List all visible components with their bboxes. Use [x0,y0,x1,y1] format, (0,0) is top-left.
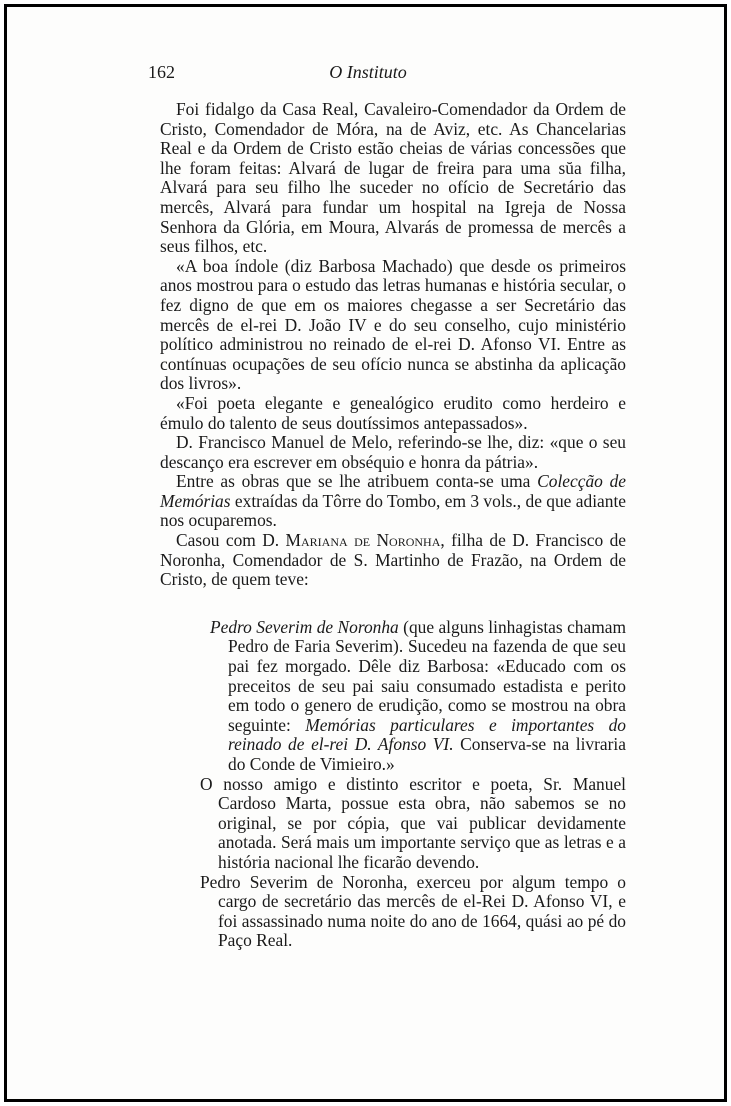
entry-main [210,616,627,775]
section-gap [160,590,626,618]
page-number: 162 [148,62,175,82]
entry-text-b: Conserva-se na livraria do Conde de Vimieiro.» [228,734,626,774]
entry-work-title: Memórias particulares e importantes do reinado de el-rei D. Afonso VI. [228,714,627,755]
paragraph-2: «A boa índole (diz Barbosa Machado) que desde os primeiros anos mostrou para o estudo das letras humanas e história secular, o fez digno de que em os maiores chegasse a ser Secretário das mercês de el-rei D. João IV e do seu conselho, cujo ministério político administrou no reinado de el-rei D. Afonso VI. Entre as contínuas ocupações de seu ofício nunca se abstinha da aplicação dos livros». [160,255,626,394]
paragraph-6-text-a: Casou com D. [176,530,286,551]
paragraph-6-text-b: , filha de D. Francisco de Noronha, Comendador de S. Martinho de Frazão, na Ordem de Cristo, de quem teve: [160,530,626,590]
page-header [148,62,588,86]
entry-note: O nosso amigo e distinto escritor e poeta, Sr. Manuel Cardoso Marta, possue esta obra, não sabemos se no original, se por cópia, que vai publicar devidamente anotada. Será mais um importante serviço que as letras e a história nacional lhe ficarão devendo. [200,773,626,872]
entry-text-a: (que alguns linhagistas chamam Pedro de Faria Severim). Sucedeu na fazenda de que seu pai fez morgado. Dêle diz Barbosa: «Educado com os preceitos de seu pai saiu consumado estadista e perito em todo o genero de erudição, como se mostrou na obra seguinte: [228,616,626,735]
entry-final: Pedro Severim de Noronha, exerceu por algum tempo o cargo de secretário das mercês de el-Rei D. Afonso VI, e foi assassinado numa noite do ano de 1664, quási ao pé do Paço Real. [200,871,626,951]
genealogy-entry [210,618,626,775]
body-text [160,100,626,951]
entry-name: Pedro Severim de Noronha [210,616,399,637]
paragraph-5 [160,472,626,531]
paragraph-5-text-b: extraídas da Tôrre do Tombo, em 3 vols., de que adiante nos ocuparemos. [160,490,626,531]
work-title-colleccao: Colecção de Memórias [160,471,626,511]
paragraph-3: «Foi poeta elegante e genealógico erudito como herdeiro e émulo do talento de seus doutíssimos antepassados». [160,392,626,433]
paragraph-5-text-a: Entre as obras que se lhe atribuem conta-se uma [176,471,538,492]
paragraph-4: D. Francisco Manuel de Melo, referindo-se lhe, diz: «que o seu descanço era escrever em obséquio e honra da pátria». [160,432,626,472]
entry-note-block [200,775,626,951]
paragraph-1: Foi fidalgo da Casa Real, Cavaleiro-Comendador da Ordem de Cristo, Comendador de Móra, na de Aviz, etc. As Chancelarias Real e da Ordem de Cristo estão cheias de várias concessões que lhe foram feitas: Alvará de lugar de freira para uma sŭa filha, Alvará para seu filho lhe suceder no ofício de Secretário das mercês, Alvará para fundar um hospital na Igreja de Nossa Senhora da Glória, em Moura, Alvarás de promessa de mercês a seus filhos, etc. [160,99,626,257]
paragraph-6 [160,531,626,590]
running-title: O Instituto [329,62,407,82]
spouse-name: Mariana de Noronha [285,530,441,551]
